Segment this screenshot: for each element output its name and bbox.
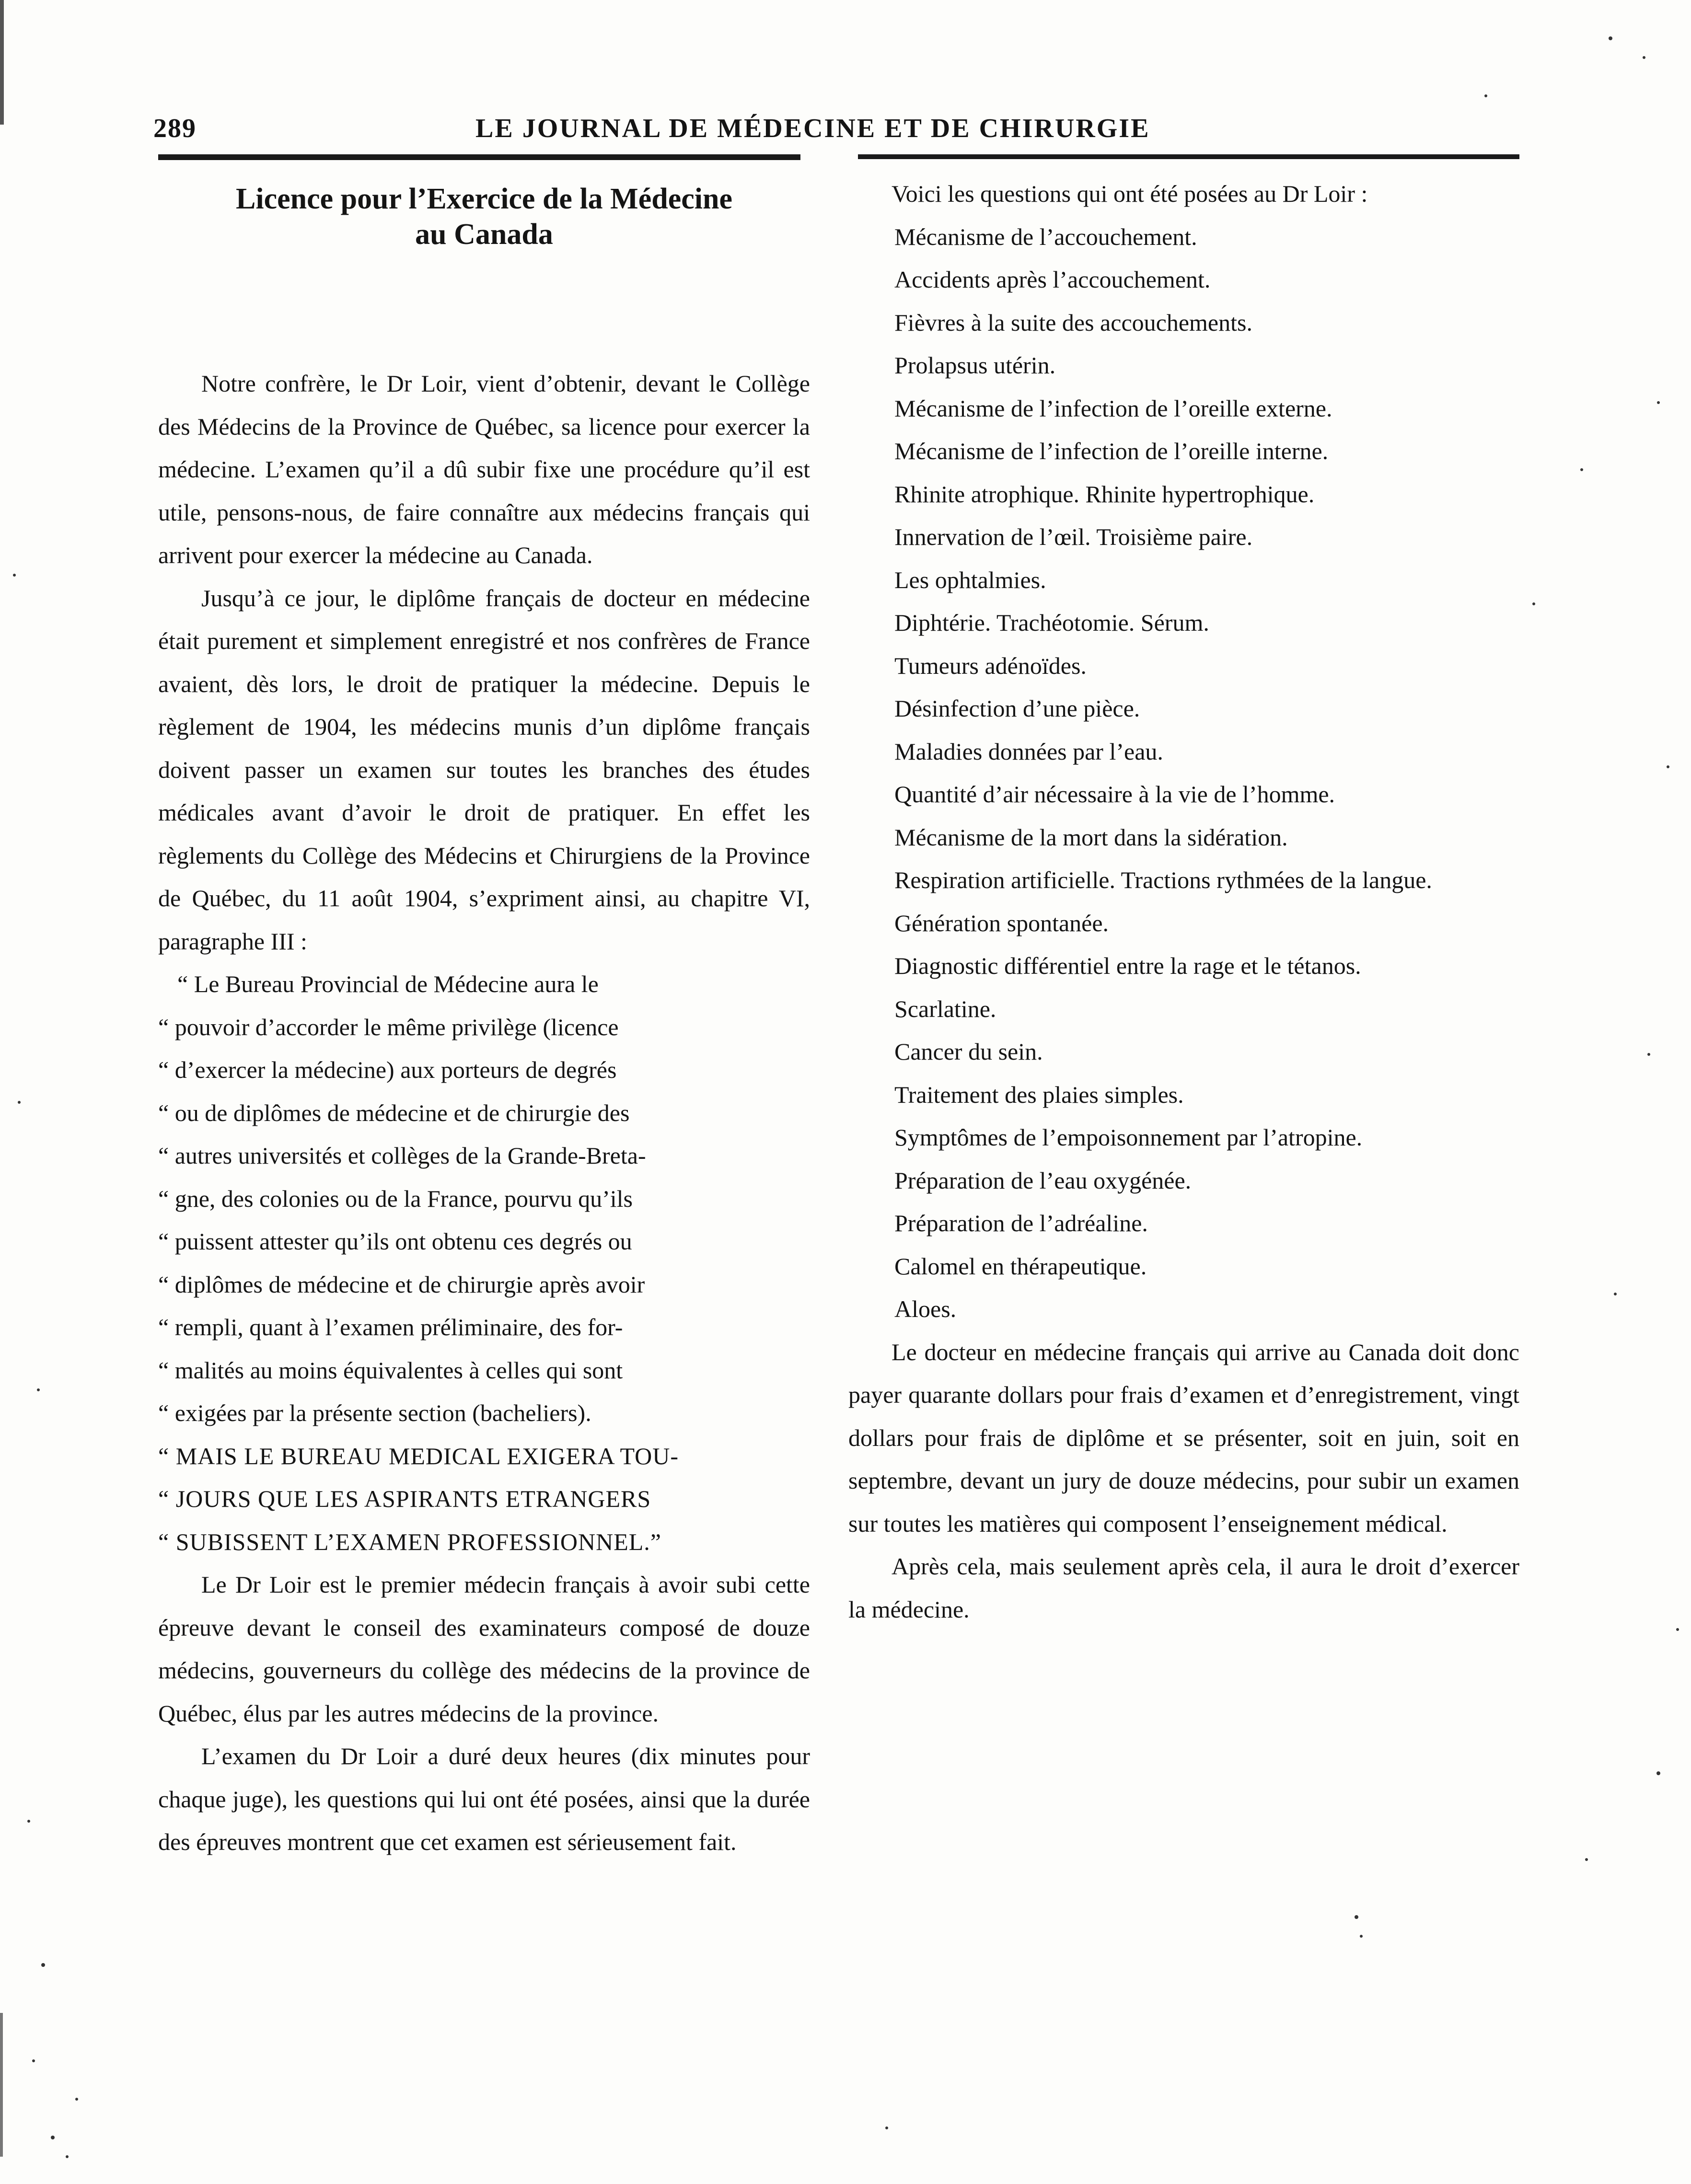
question-item: Mécanisme de l’infection de l’oreille interne. [894,438,1329,464]
quote-line: “ puissent attester qu’ils ont obtenu ces degrés ou [158,1228,632,1255]
question-item: Aloes. [894,1295,957,1322]
questions-intro: Voici les questions qui ont été posées au Dr Loir : [892,180,1368,207]
quote-line: “ diplômes de médecine et de chirurgie après avoir [158,1271,645,1298]
paragraph-conclusion: Après cela, mais seulement après cela, il aura le droit d’exercer la médecine. [848,1553,1519,1623]
quote-line: “ Le Bureau Provincial de Médecine aura le [177,971,599,997]
question-item: Génération spontanée. [894,909,1109,936]
question-item: Mécanisme de l’accouchement. [894,223,1197,250]
quote-line: “ autres universités et collèges de la Grande-Breta- [158,1142,646,1169]
question-item: Scarlatine. [894,995,996,1022]
question-item: Accidents après l’accouchement. [894,266,1211,293]
quote-line: “ d’exercer la médecine) aux porteurs de degrés [158,1056,617,1083]
question-item: Préparation de l’adréaline. [894,1210,1148,1236]
question-item: Prolapsus utérin. [894,352,1056,379]
question-item: Cancer du sein. [894,1038,1043,1065]
paragraph-fees: Le docteur en médecine français qui arrive au Canada doit donc payer quarante dollars pour frais d’examen et d’enregistrement, vingt dollars pour frais de diplôme et se présenter, soit en juin, soit en septembre, devant un jury de douze médecins, pour subir un examen sur toutes les matières qui composent l’enseignement médical. [848,1338,1519,1537]
question-item: Symptômes de l’empoisonnement par l’atropine. [894,1124,1363,1151]
question-item: Traitement des plaies simples. [894,1081,1184,1108]
quote-line: “ pouvoir d’accorder le même privilège (licence [158,1013,619,1040]
quote-line: “ JOURS QUE LES ASPIRANTS ETRANGERS [158,1485,651,1512]
question-item: Les ophtalmies. [894,566,1046,593]
paragraph-first-french-doctor: Le Dr Loir est le premier médecin français à avoir subi cette épreuve devant le conseil des examinateurs composé de douze médecins, gouverneurs du collège des médecins de la province de Québec, élus par les autres médecins de la province. [158,1571,810,1727]
question-item: Préparation de l’eau oxygénée. [894,1167,1192,1194]
paragraph-intro: Notre confrère, le Dr Loir, vient d’obtenir, devant le Collège des Médecins de la Province de Québec, sa licence pour exercer la médecine. L’examen qu’il a dû subir fixe une procédure qu’il est utile, pensons-nous, de faire connaître aux médecins français qui arrivent pour exercer la médecine au Canada. [158,370,810,568]
article-title [158,181,810,252]
question-item: Fièvres à la suite des accouchements. [894,309,1252,336]
question-item: Quantité d’air nécessaire à la vie de l’homme. [894,781,1335,808]
question-item: Diagnostic différentiel entre la rage et le tétanos. [894,952,1361,979]
quote-line: “ SUBISSENT L’EXAMEN PROFESSIONNEL.” [158,1528,661,1555]
quote-line: “ gne, des colonies ou de la France, pourvu qu’ils [158,1185,633,1212]
question-item: Diphtérie. Trachéotomie. Sérum. [894,609,1209,636]
paragraph-regulation: Jusqu’à ce jour, le diplôme français de docteur en médecine était purement et simplement enregistré et nos confrères de France avaient, dès lors, le droit de pratiquer la médecine. Depuis le règlement de 1904, les médecins munis d’un diplôme français doivent passer un examen sur toutes les branches des études médicales avant d’avoir le droit de pratiquer. En effet les règlements du Collège des Médecins et Chirurgiens de la Province de Québec, du 11 août 1904, s’expriment ainsi, au chapitre VI, paragraphe III : [158,584,810,955]
question-item: Innervation de l’œil. Troisième paire. [894,523,1253,550]
running-head [153,113,1232,156]
question-item: Mécanisme de la mort dans la sidération. [894,823,1288,851]
right-column [848,173,1519,1631]
quote-line: “ malités au moins équivalentes à celles qui sont [158,1356,623,1384]
journal-title: LE JOURNAL DE MÉDECINE ET DE CHIRURGIE [475,114,1150,143]
page-number: 289 [153,114,197,143]
question-item: Maladies données par l’eau. [894,738,1163,765]
quote-line: “ ou de diplômes de médecine et de chirurgie des [158,1099,630,1126]
header-rule-right [858,154,1519,159]
exam-questions-list [848,216,1519,1331]
left-column [158,173,810,1864]
quote-line: “ MAIS LE BUREAU MEDICAL EXIGERA TOU- [158,1442,679,1469]
regulation-quote [158,963,810,1563]
question-item: Tumeurs adénoïdes. [894,652,1087,679]
title-spacer [158,252,810,362]
article-title-line-1: Licence pour l’Exercice de la Médecine [236,183,732,215]
quote-line: “ exigées par la présente section (bacheliers). [158,1399,591,1426]
paragraph-exam-duration: L’examen du Dr Loir a duré deux heures (dix minutes pour chaque juge), les questions qui lui ont été posées, ainsi que la durée des épreuves montrent que cet examen est sérieusement fait. [158,1743,810,1855]
question-item: Respiration artificielle. Tractions rythmées de la langue. [894,867,1432,893]
question-item: Rhinite atrophique. Rhinite hypertrophique. [894,480,1315,508]
article-title-line-2: au Canada [415,218,553,251]
question-item: Désinfection d’une pièce. [894,695,1140,722]
header-rule-left [158,154,800,160]
quote-line: “ rempli, quant à l’examen préliminaire, des for- [158,1314,623,1340]
question-item: Mécanisme de l’infection de l’oreille externe. [894,394,1332,422]
question-item: Calomel en thérapeutique. [894,1252,1147,1280]
